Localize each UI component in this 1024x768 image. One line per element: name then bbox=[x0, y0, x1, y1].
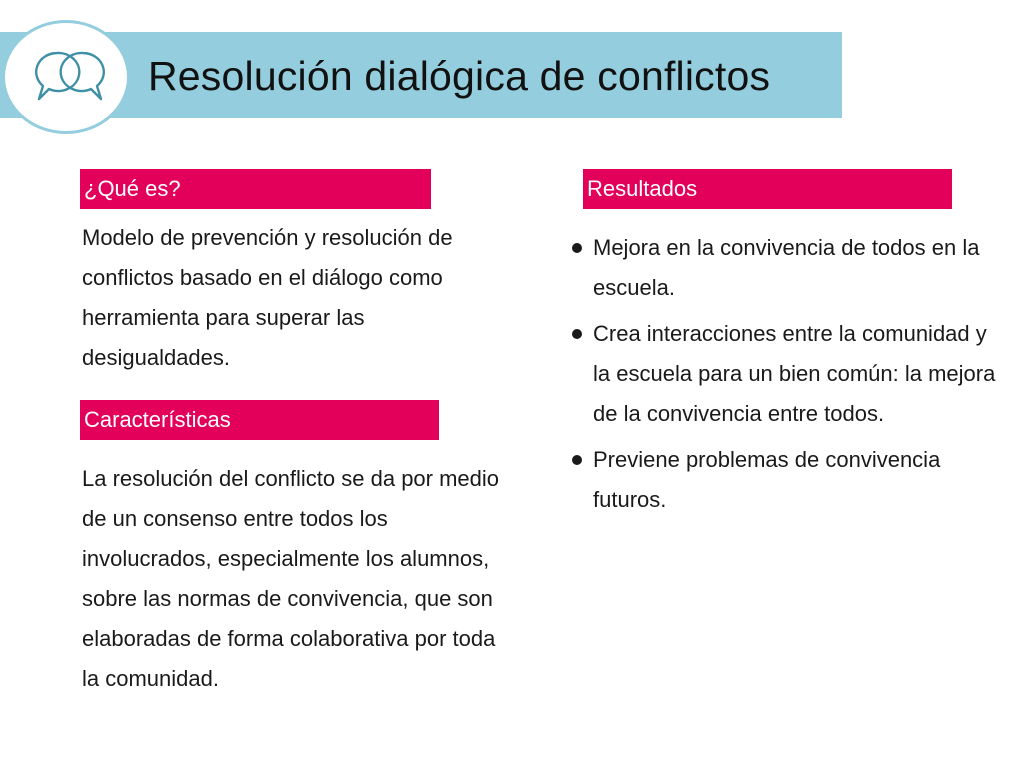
resultados-heading: Resultados bbox=[583, 169, 952, 209]
list-item bbox=[568, 440, 1008, 520]
caracteristicas-paragraph: La resolución del conflicto se da por medio de un consenso entre todos los involucrados, especialmente los alumnos, sobre las normas de convivencia, que son elaboradas de forma colaborativa por toda la comunidad. bbox=[82, 466, 500, 691]
list-item-text: Previene problemas de convivencia futuros. bbox=[593, 447, 941, 512]
list-item-text: Crea interacciones entre la comunidad y la escuela para un bien común: la mejora de la convivencia entre todos. bbox=[593, 321, 996, 426]
page-title: Resolución dialógica de conflictos bbox=[148, 53, 771, 99]
list-item bbox=[568, 314, 1008, 434]
speech-bubbles-icon bbox=[29, 47, 115, 109]
list-item bbox=[568, 228, 1008, 308]
bullet-icon bbox=[572, 329, 582, 339]
que-es-heading: ¿Qué es? bbox=[80, 169, 431, 209]
bullet-icon bbox=[572, 243, 582, 253]
bullet-icon bbox=[572, 455, 582, 465]
list-item-text: Mejora en la convivencia de todos en la escuela. bbox=[593, 235, 980, 300]
resultados-list bbox=[568, 228, 1008, 526]
que-es-paragraph: Modelo de prevención y resolución de conflictos basado en el diálogo como herramienta para superar las desigualdades. bbox=[82, 225, 453, 370]
icon-badge bbox=[2, 20, 130, 134]
caracteristicas-heading: Características bbox=[80, 400, 439, 440]
